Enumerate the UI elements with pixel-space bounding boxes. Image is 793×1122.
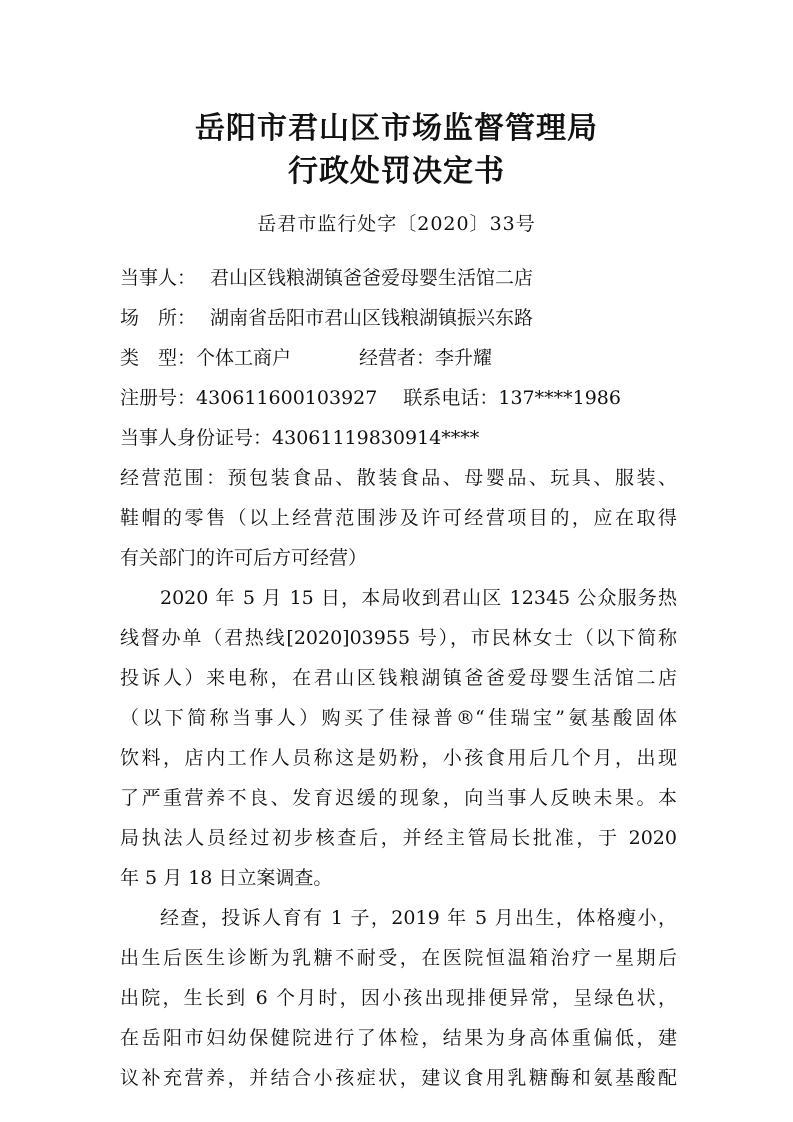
paragraph2-line: 议补充营养，并结合小孩症状，建议食用乳糖酶和氨基酸配 — [120, 1067, 677, 1089]
operator-label: 经营者： — [359, 347, 436, 369]
party-place-line — [120, 303, 533, 330]
party-name-line — [120, 263, 533, 290]
paragraph1-line: 年 5 月 18 日立案调查。 — [120, 867, 333, 889]
paragraph1-line: 投诉人）来电称，在君山区钱粮湖镇爸爸爱母婴生活馆二店 — [120, 667, 677, 689]
phone-value: 137****1986 — [498, 387, 621, 409]
business-scope-line1: 经营范围：预包装食品、散装食品、母婴品、玩具、服装、 — [120, 467, 677, 489]
paragraph1-line: 了严重营养不良、发育迟缓的现象，向当事人反映未果。本 — [120, 787, 677, 809]
paragraph2-line: 经查，投诉人育有 1 子，2019 年 5 月出生，体格瘦小， — [160, 907, 677, 929]
paragraph1-line: （以下简称当事人）购买了佳禄普®“佳瑞宝”氨基酸固体 — [120, 707, 677, 729]
party-place-value: 湖南省岳阳市君山区钱粮湖镇振兴东路 — [210, 307, 534, 329]
paragraph2-line: 出生后医生诊断为乳糖不耐受，在医院恒温箱治疗一星期后 — [120, 947, 677, 969]
party-type-value: 个体工商户 — [196, 347, 292, 369]
paragraph1-line: 饮料，店内工作人员称这是奶粉，小孩食用后几个月，出现 — [120, 747, 677, 769]
party-type-line — [120, 343, 492, 370]
business-scope-line2: 鞋帽的零售（以上经营范围涉及许可经营项目的，应在取得 — [120, 507, 677, 529]
document-title-line2: 行政处罚决定书 — [288, 154, 505, 189]
party-place-label: 场 所： — [120, 307, 197, 329]
phone-label: 联系电话： — [403, 387, 499, 409]
party-name-label: 当事人： — [120, 267, 197, 289]
id-number-label: 当事人身份证号： — [120, 427, 273, 449]
operator-value: 李升耀 — [435, 347, 493, 369]
reg-number-label: 注册号： — [120, 387, 197, 409]
party-reg-line — [120, 383, 621, 410]
party-name-value: 君山区钱粮湖镇爸爸爱母婴生活馆二店 — [210, 267, 534, 289]
party-type-label: 类 型： — [120, 347, 197, 369]
paragraph1-line: 2020 年 5 月 15 日，本局收到君山区 12345 公众服务热 — [160, 587, 677, 609]
document-title-line1: 岳阳市君山区市场监督管理局 — [195, 111, 598, 146]
id-number-value: 43061119830914**** — [272, 427, 480, 449]
reg-number-value: 430611600103927 — [196, 387, 378, 409]
document-number: 岳君市监行处字〔2020〕33号 — [257, 213, 536, 235]
business-scope-line3: 有关部门的许可后方可经营） — [120, 547, 368, 569]
paragraph2-line: 出院，生长到 6 个月时，因小孩出现排便异常，呈绿色状， — [120, 987, 677, 1009]
paragraph1-line: 局执法人员经过初步核查后，并经主管局长批准，于 2020 — [120, 827, 677, 849]
paragraph2-line: 在岳阳市妇幼保健院进行了体检，结果为身高体重偏低，建 — [120, 1027, 677, 1049]
paragraph1-line: 线督办单（君热线[2020]03955 号），市民林女士（以下简称 — [120, 627, 677, 649]
party-id-line — [120, 423, 479, 450]
